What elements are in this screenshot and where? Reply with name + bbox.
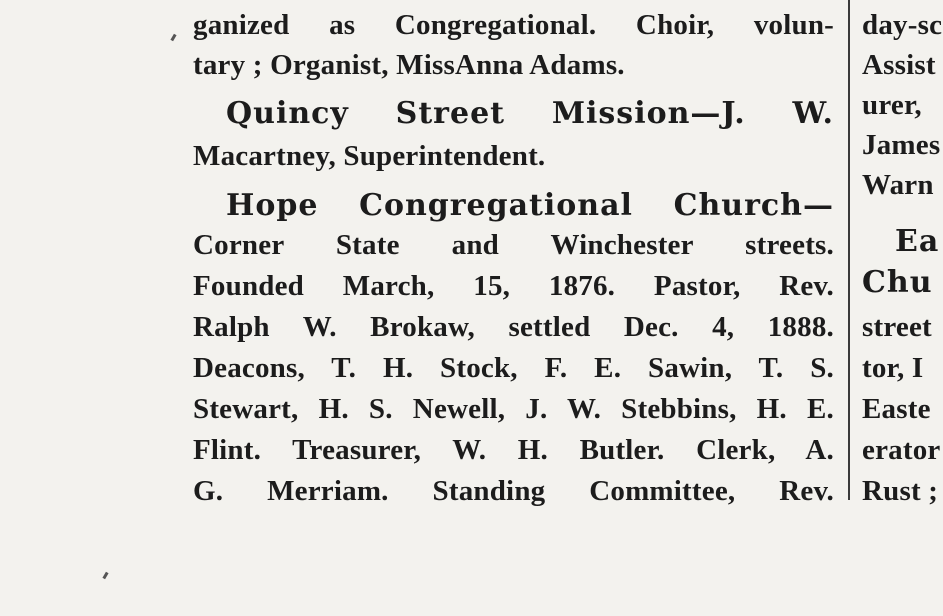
text-line: Stewart, H. S. Newell, J. W. Stebbins, H. E.	[193, 393, 834, 425]
text-line: Assist	[862, 49, 936, 81]
text-line: Flint. Treasurer, W. H. Butler. Clerk, A.	[193, 434, 834, 466]
text-line: Corner State and Winchester streets.	[193, 229, 834, 261]
section-heading: Ea	[895, 224, 940, 259]
text-line: Ralph W. Brokaw, settled Dec. 4, 1888.	[193, 311, 834, 343]
text-line: tor, I	[862, 352, 924, 384]
text-line: urer,	[862, 89, 922, 121]
text-line: erator	[862, 434, 941, 466]
text-line: Easte	[862, 393, 931, 425]
print-speck	[102, 572, 108, 580]
text-line: G. Merriam. Standing Committee, Rev.	[193, 475, 834, 507]
text-line: Founded March, 15, 1876. Pastor, Rev.	[193, 270, 834, 302]
text-line: Rust ;	[862, 475, 939, 507]
text-line: day-sc	[862, 9, 943, 41]
column-rule	[848, 0, 850, 500]
section-heading: Hope Congregational Church—	[226, 188, 834, 223]
text-line: tary ; Organist, MissAnna Adams.	[193, 49, 625, 81]
text-line: ganized as Congregational. Choir, volun-	[193, 9, 834, 41]
text-line: Macartney, Superintendent.	[193, 140, 546, 172]
text-line: street	[862, 311, 932, 343]
text-line: Deacons, T. H. Stock, F. E. Sawin, T. S.	[193, 352, 834, 384]
text-line: James	[862, 129, 941, 161]
section-heading: Quincy Street Mission—J. W.	[226, 96, 834, 131]
section-heading: Chu	[862, 265, 933, 300]
print-speck	[170, 34, 176, 42]
text-line: Warn	[862, 169, 934, 201]
